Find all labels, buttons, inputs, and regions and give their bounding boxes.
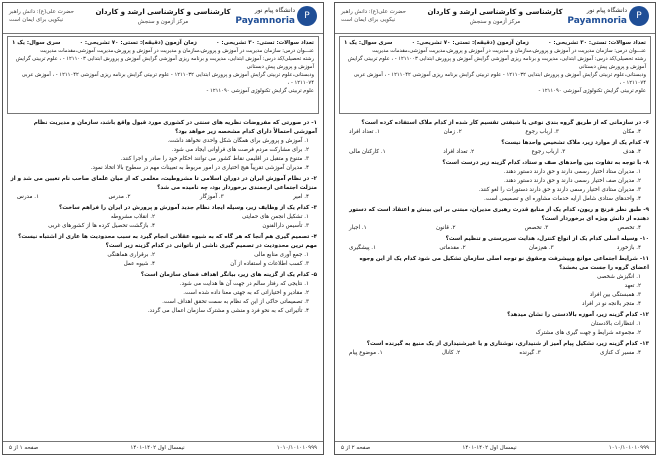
- exam-page-right: [334, 2, 656, 455]
- page-footer: [335, 441, 655, 454]
- question-item: [341, 119, 649, 137]
- test-count: تعداد سوالات: تستی: ۳۰ تشریحی: ۰: [216, 40, 314, 46]
- header-subtitle: مرکز آزمون و سنجش: [469, 19, 521, 25]
- answer-option[interactable]: ۳. همبستگی بین افراد: [589, 292, 641, 298]
- question-text: ۱۱- شرایط اجتماعی موانع وپیشرفت وحقوق نو توجه اصلی سازمان تشکیل می شود کدام یک از این وجوه اعضای گروه را جست می بخشد؟: [359, 256, 649, 271]
- header-tagline: حضرت علی(ع): دانش راهبر نیکویی برای ایمان است: [9, 9, 75, 23]
- field-line-3: ودبستانی،علوم تربیتی گرایش آموزش و پرورش ابتدایی ۱۲۱۱۰۳۲ - علوم تربیتی گرایش برنامه ریزی آموزشی ۱۲۱۱۰۴۲ - ، آموزش عربی ۱۲۱۱۰۷۴ - ،: [353, 72, 646, 86]
- answer-option[interactable]: ۳. کسب اطلاعات و استفاده از آن: [230, 261, 309, 267]
- answer-option[interactable]: ۲. برقراری هماهنگی: [107, 252, 155, 258]
- question-text: ۱۰- وسیله اصلی کدام یک از انواع کنترل، هدایت سرپرستی و تنظیم است؟: [445, 236, 649, 242]
- answer-option[interactable]: ۱. مدیران ستاد اختیار رسمی دارند و حق دارند دستور دهند.: [503, 169, 641, 175]
- question-text: ۶- در سازمانی که از طریق گروه بندی نوعی یا شیفتی تقسیم کار شده از کدام ملاک استفاده کرده است؟: [361, 120, 649, 126]
- page-number: صفحه ۱ از ۵: [9, 445, 39, 451]
- answer-option[interactable]: ۴. تخصص: [617, 225, 641, 231]
- header-subtitle: مرکز آزمون و سنجش: [137, 19, 189, 25]
- answer-options: [9, 251, 317, 269]
- answer-option[interactable]: ۴. تأثیراتی که به نحو فرد و منشی و مشترک سازمان اعمال می گردد.: [147, 308, 309, 314]
- semester: نیمسال اول ۱۴۰۲-۱۴۰۱: [130, 445, 185, 451]
- answer-options: [341, 320, 649, 338]
- page-number: صفحه ۲ از ۵: [341, 445, 371, 451]
- field-code: رشته تحصیلی/کد درس: آموزش ابتدایی، مدیریت و برنامه ریزی آموزشی گرایش آموزش و پرورش ابتدایی ۱۲۱۱۰۰۳ - ، علوم تربیتی گرایش آموزش و پرورش پیش دبستانی: [347, 56, 646, 70]
- answer-option[interactable]: ۲. برای مشارکت مردم فرصت های فراوانی ایجاد می شود.: [171, 147, 309, 153]
- header-tagline: حضرت علی(ع): دانش راهبر نیکویی برای ایمان است: [341, 9, 407, 23]
- answer-option[interactable]: ۱. موضوع پیام: [349, 350, 383, 356]
- logo-mark-icon: P: [297, 6, 317, 26]
- question-text: ۳- کدام یک از وظایف زیر، وسیله ایجاد نظام جدید آموزش و پرورش در ایران را فراهم ساخت؟: [59, 205, 317, 211]
- answer-options: [9, 280, 317, 316]
- answer-option[interactable]: ۲. کانال: [441, 350, 461, 356]
- series-number: سری سوال: یک ۱: [12, 40, 61, 46]
- question-item: [9, 233, 317, 269]
- series-number: سری سوال: یک ۱: [344, 40, 393, 46]
- answer-option[interactable]: ۲. انقلاب مشروطه: [110, 214, 155, 220]
- brand-name-fa: دانشگاه پیام نور: [586, 7, 627, 14]
- answer-option[interactable]: ۳. هم‌زمان: [528, 245, 554, 251]
- course-title: عنـــوان درس: سازمان مدیریت در آموزش و پرورش،سازمان و مدیریت در آموزش و پرورش،مدیریت آموزشی،مقدمات مدیریت: [40, 48, 314, 54]
- semester: نیمسال اول ۱۴۰۲-۱۴۰۱: [462, 445, 517, 451]
- answer-options: [9, 213, 317, 231]
- question-text: ۴- تصمیم گیری هم آنجا که هر گاه که به شیوه عقلانی انجام گیرد به سبب محدودیت ها عاری از اشتباه نیست؟ مهم ترین محدودیت در تصمیم گیری ناشی از ناتوانی در کدام گزینه زیر است؟: [18, 234, 317, 249]
- answer-option[interactable]: ۳. ارباب رجوع: [531, 149, 566, 155]
- brand-name-en: Payamnoria: [567, 16, 627, 26]
- answer-option[interactable]: ۴. هدف: [622, 149, 641, 155]
- header-title: کارشناسی و کارشناسی ارشد و کاردان: [95, 8, 231, 16]
- answer-option[interactable]: ۳. متنوع و متقبل در اقلیمی نقاط کشور می توانند احکام خود را صادر و اجرا کنند.: [120, 156, 309, 162]
- answer-options: [341, 148, 649, 157]
- question-text: ۲- در نظام آموزش ایران در دوران اسلامی تا مشروطیت، معلمی که از میان علمای صاحب نام تعیین می شد و از منزلت اجتماعی ارجمندی برخوردار بود، چه نامیده می شد؟: [10, 176, 317, 191]
- question-item: [341, 311, 649, 338]
- answer-option[interactable]: ۱. پیشگیری: [349, 245, 377, 251]
- question-item: [9, 204, 317, 231]
- answer-option[interactable]: ۲. مدیران صف اختیار رسمی دارند و حق دارند دستور دهند.: [503, 178, 641, 184]
- answer-options: [341, 349, 649, 358]
- questions-list: [9, 119, 317, 318]
- answer-option[interactable]: ۱. تعداد افراد: [349, 129, 380, 135]
- question-text: ۱- در صورتی که مفروضات نظریه های سنتی در کشوری مورد قبول واقع باشد، سازمان و مدیریت نظام آموزشی احتمالاً دارای کدام مشخصه زیر خواهد بود؟: [33, 120, 317, 135]
- question-item: [341, 235, 649, 253]
- exam-time: زمان آزمون (دقیقه): تستی: ۷۰ تشریحی: ۰: [411, 40, 529, 46]
- answer-option[interactable]: ۱. آموزش و پرورش برای همگان شکل واحدی نخواهد داشت.: [167, 138, 309, 144]
- question-text: ۹- طبق نظر فرنچ و ریون، کدام یک از منابع قدرت رهبری مدیران، مبتنی بر این بینش و اعتقاد است که دستور دهنده از دانش ویژه ای برخوردار است؟: [349, 207, 649, 222]
- brand-name-en: Payamnoria: [235, 16, 295, 26]
- answer-option[interactable]: ۲. مجموعه شرایط و جهت گیری های مشترک: [535, 330, 641, 336]
- question-text: ۱۳- کدام گزینه زیر، تشکیل پیام آمیز از شنیداری، نوشتاری و یا غیرشنیداری از یک منبع به گیرنده است؟: [366, 341, 649, 347]
- answer-option[interactable]: ۲. قانون: [435, 225, 456, 231]
- field-code: رشته تحصیلی/کد درس: آموزش ابتدایی، مدیریت و برنامه ریزی آموزشی گرایش آموزش و پرورش ابتدایی ۱۲۱۱۰۰۳ - ، علوم تربیتی گرایش آموزش و پرورش پیش دبستانی: [15, 56, 314, 70]
- answer-options: [341, 244, 649, 253]
- question-text: ۱۲- کدام گزینه زیر، آموزه بالادستی را نشان میدهد؟: [507, 312, 649, 318]
- answer-option[interactable]: ۴. شیوه عمل: [123, 261, 155, 267]
- field-line-4: علوم تربیتی گرایش تکنولوژی آموزشی ۱۲۱۱۰۹۰ -: [538, 88, 646, 94]
- question-item: [341, 255, 649, 309]
- answer-option[interactable]: ۱. کارکنان مالی: [349, 149, 386, 155]
- question-text: ۵- کدام یک از گزینه های زیر، بیانگر اهداف فضای سازمان است؟: [140, 272, 317, 278]
- answer-option[interactable]: ۳. تصمیماتی حاکی از این که نظام به سمت تحقق اهداف است.: [162, 299, 309, 305]
- answer-option[interactable]: ۴. مدیران آموزشی تقریباً هیچ اختیاری در امور مربوط به تعیینات مهم در سطوح بالا اتخاذ نمود.: [90, 165, 309, 171]
- page-header: [335, 3, 655, 34]
- logo-mark-icon: P: [629, 6, 649, 26]
- brand-name-fa: دانشگاه پیام نور: [254, 7, 295, 14]
- answer-option[interactable]: ۱. جمع آوری منابع مالی: [254, 252, 309, 258]
- answer-option[interactable]: ۳. گیرنده: [519, 350, 541, 356]
- answer-options: [341, 273, 649, 309]
- question-item: [9, 119, 317, 173]
- answer-option[interactable]: ۱. انگیزش شخصی: [597, 274, 641, 280]
- test-count: تعداد سوالات: تستی: ۳۰ تشریحی: ۰: [548, 40, 646, 46]
- answer-option[interactable]: ۳. آموزگار: [199, 194, 224, 200]
- answer-options: [341, 224, 649, 233]
- answer-option[interactable]: ۱. اجبار: [349, 225, 367, 231]
- answer-option[interactable]: ۳. تخصص: [524, 225, 549, 231]
- university-logo: [235, 6, 317, 30]
- exam-info-box: [339, 36, 651, 114]
- answer-option[interactable]: ۱. نتایجی که رفتار سالم در جهت آن ها هدایت می شود.: [179, 281, 309, 287]
- questions-list: [341, 119, 649, 360]
- exam-time: زمان آزمون (دقیقه): تستی: ۷۰ تشریحی: ۰: [79, 40, 197, 46]
- university-logo: [567, 6, 649, 30]
- exam-page-left: [2, 2, 324, 455]
- question-text: ۸- با توجه به تفاوت بین واحدهای صف و ستاد، کدام گزینه زیر درست است؟: [442, 160, 649, 166]
- answer-option[interactable]: ۴. امیر: [293, 194, 309, 200]
- exam-info-box: [7, 36, 319, 114]
- answer-option[interactable]: ۴. واحدهای ستادی شامل ارایه خدمات مشاوره ای و تصمیمی است.: [484, 196, 641, 202]
- question-item: [341, 206, 649, 233]
- answer-option[interactable]: ۴. بازخورد: [616, 245, 641, 251]
- answer-options: [341, 168, 649, 204]
- course-title: عنـــوان درس: سازمان مدیریت در آموزش و پرورش،سازمان و مدیریت در آموزش و پرورش،مدیریت آموزشی،مقدمات مدیریت: [372, 48, 646, 54]
- answer-option[interactable]: ۴. بازگشت تحصیل کرده ها از کشورهای غربی: [48, 223, 155, 229]
- answer-option[interactable]: ۲. مقدماتی: [439, 245, 466, 251]
- answer-option[interactable]: ۳. تأسیس دارالفنون: [262, 223, 309, 229]
- exam-code: ۱۰۱۰/۱۰۱۰۱۰۹۹۹: [608, 445, 649, 451]
- page-header: [3, 3, 323, 34]
- answer-options: [341, 128, 649, 137]
- question-item: [341, 139, 649, 157]
- answer-option[interactable]: ۱. تشکیل انجمن های حمایتی: [241, 214, 309, 220]
- answer-option[interactable]: ۲. مقادیر و اختیاراتی که به جهتی معنا داده شده است.: [183, 290, 309, 296]
- answer-option[interactable]: ۴. مسیر ک کنازی: [599, 350, 641, 356]
- answer-option[interactable]: ۲. تعهد: [624, 283, 641, 289]
- answer-option[interactable]: ۱. مدرس: [17, 194, 40, 200]
- exam-code: ۱۰۱۰/۱۰۱۰۱۰۹۹۹: [276, 445, 317, 451]
- answer-option[interactable]: ۳. ارباب رجوع: [525, 129, 559, 135]
- answer-option[interactable]: ۲. مدرس: [108, 194, 131, 200]
- field-line-3: ودبستانی،علوم تربیتی گرایش آموزش و پرورش ابتدایی ۱۲۱۱۰۳۲ - علوم تربیتی گرایش برنامه ریزی آموزشی ۱۲۱۱۰۴۲ - ، آموزش عربی ۱۲۱۱۰۷۴ - ،: [21, 72, 314, 86]
- question-item: [341, 159, 649, 204]
- question-item: [9, 175, 317, 202]
- answer-option[interactable]: ۲. تعداد افراد: [443, 149, 475, 155]
- question-text: ۷- کدام یک از موارد زیر، ملاک تشخیص واحدها نیست؟: [501, 140, 649, 146]
- answer-option[interactable]: ۱. انتظارات بالادستان: [590, 321, 641, 327]
- question-item: [9, 271, 317, 316]
- answer-option[interactable]: ۳. مدیران ستادی اختیار رسمی دارند و حق دارند دستورات را لغو کنند.: [478, 187, 641, 193]
- answer-option[interactable]: ۴. مکان: [622, 129, 641, 135]
- field-line-4: علوم تربیتی گرایش تکنولوژی آموزشی ۱۲۱۱۰۹۰ -: [206, 88, 314, 94]
- header-title: کارشناسی و کارشناسی ارشد و کاردان: [427, 8, 563, 16]
- question-item: [341, 340, 649, 358]
- answer-option[interactable]: ۲. زمان: [443, 129, 462, 135]
- answer-options: [9, 137, 317, 173]
- page-footer: [3, 441, 323, 454]
- answer-option[interactable]: ۴. متجر باانجه نو در افراد: [581, 301, 641, 307]
- answer-options: [9, 193, 317, 202]
